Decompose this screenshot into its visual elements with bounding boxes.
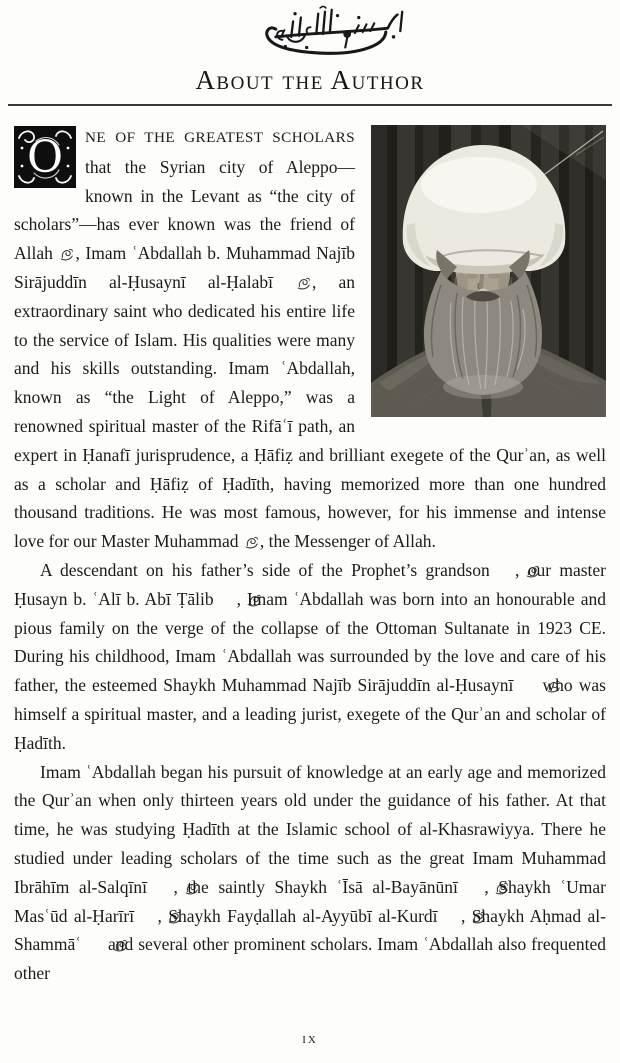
honorific-radiyallahu-anhu-symbol — [520, 673, 535, 686]
honorific-radiyallahu-anhu-symbol — [158, 875, 173, 888]
honorific-radiyallahu-anhu-symbol — [141, 904, 156, 917]
honorific-sallallahu-alayhi-wa-sallam-symbol — [244, 529, 259, 542]
honorific-radiyallahu-anhu-symbol — [445, 904, 460, 917]
honorific-radiyallahu-anhu-symbol — [87, 932, 102, 945]
title-rule — [8, 104, 612, 106]
svg-text:O: O — [26, 132, 64, 183]
opening-smallcaps-text: NE OF THE GREATEST SCHOLARS — [85, 129, 355, 146]
honorific-radiyallahu-anhu-symbol — [221, 587, 236, 600]
paragraph: A descendant on his father’s side of the Prophet’s grandson , our master Ḥusayn b. ʿAlī b. Abī Ṭālib , Imam ʿAbdallah was born into an honourable and pious family on the verge of the collapse of the Ottoman Sultanate in 1923 CE. During his childhood, Imam ʿAbdallah was surrounded by the love and care of his father, the esteemed Shaykh Muhammad Najīb Sirājuddīn al-Ḥusaynī who was himself a spiritual master, and a leading jurist, exegete of the Qurʾan and scholar of Ḥadīth. — [14, 559, 606, 753]
author-portrait-photo — [371, 125, 606, 417]
honorific-radiyallahu-anhu-symbol — [468, 875, 483, 888]
honorific-taala-symbol — [59, 241, 74, 254]
honorific-radiyallahu-anhu-symbol — [296, 270, 311, 283]
paragraph: O NE OF THE GREATEST SCHOLARS that the Syrian city of Aleppo—known in the Levant as “the city of scholars”—has ever known was the friend of Allah , Imam ʿAbdallah b. Muhammad Najīb Sirājuddīn al-Ḥusaynī al-Ḥalabī , an extraordinary saint who dedicated his entire life to the service of Islam. His qualities were many and his skills outstanding. Imam ʿAbdallah, known as “the Light of Aleppo,” was a renowned spiritual master of the Rifāʿī path, an expert in Ḥanafī jurisprudence, a Ḥāfiẓ and brilliant exegete of the Qurʾan, as well as a scholar and Ḥāfiẓ of Ḥadīth, having memorized more than one hundred thousand traditions. He was most famous, however, for his immense and intense love for our Master Muhammad , the Messenger of Allah. — [14, 122, 606, 556]
honorific-sallallahu-alayhi-wa-sallam-symbol — [499, 558, 514, 571]
page-title: About the Author — [195, 65, 425, 95]
article-body — [14, 122, 606, 988]
page-number: ix — [302, 1030, 318, 1047]
paragraph: Imam ʿAbdallah began his pursuit of knowledge at an early age and memorized the Qurʾan when only thirteen years old under the guidance of his father. At that time, he was studying Ḥadīth at the Islamic school of al-Khasrawiyya. There he studied under leading scholars of the time such as the great Imam Muhammad Ibrāhīm al-Salqīnī , the saintly Shaykh ʿĪsā al-Bayānūnī , Shaykh ʿUmar Masʿūd al-Ḥarīrī , Shaykh Fayḍallah al-Ayyūbī al-Kurdī , Shaykh Aḥmad al-Shammāʿ and several other prominent scholars. Imam ʿAbdallah also frequented other — [14, 761, 606, 984]
bismillah-calligraphy — [14, 0, 606, 63]
dropcap-initial — [14, 126, 76, 188]
